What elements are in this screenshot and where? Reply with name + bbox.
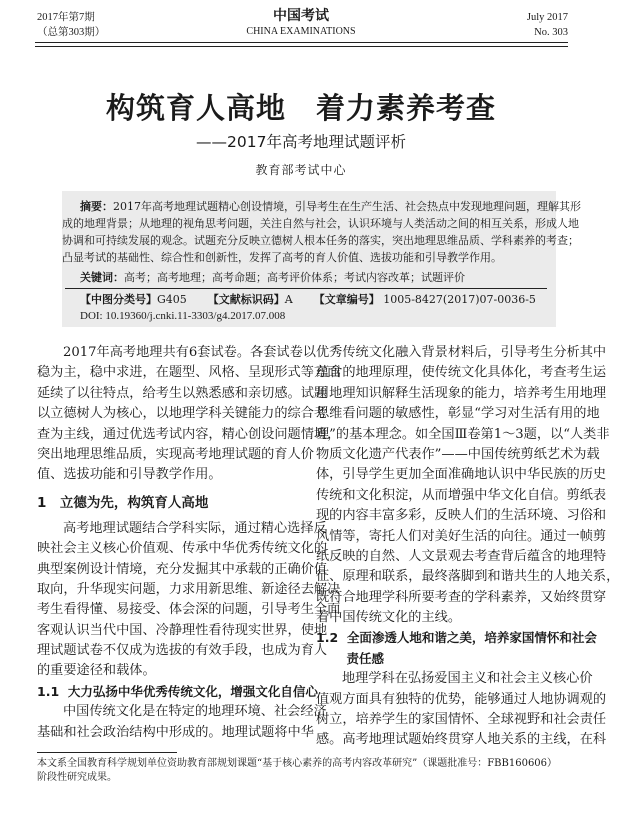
body-text-line: 优秀传统文化融入背景材料后，引导考生分析其中 xyxy=(316,345,607,360)
body-text-line: 既符合地理学科所要考查的学科素养，又始终贯穿 xyxy=(316,589,607,605)
header-rule xyxy=(35,42,568,43)
issue-info-en xyxy=(527,10,568,40)
article-no-label: 【文章编号】 xyxy=(313,293,380,306)
keywords xyxy=(80,270,465,286)
journal-name-cn: 中国考试 xyxy=(273,8,329,24)
header-rule-thin xyxy=(35,46,568,47)
body-text-line: 理”的基本理念。如全国Ⅲ卷第1～3题，以“人类非 xyxy=(316,426,610,442)
body-text-line: 树立，培养学生的家国情怀、全球视野和社会责任 xyxy=(316,712,607,728)
abstract-line-text: 2017年高考地理试题精心创设情境，引导考生在生产生活、社会热点中发现地理问题，理解其形 xyxy=(113,200,581,213)
clc-label: 【中图分类号】 xyxy=(80,293,157,306)
body-text-line: 稳为主，稳中求进，在题型、风格、呈现形式等方面 xyxy=(37,365,341,381)
section-heading: 1 立德为先，构筑育人高地 xyxy=(37,494,209,511)
article-subtitle: ——2017年高考地理试题评析 xyxy=(196,133,406,151)
issue-date: July 2017 xyxy=(526,12,568,23)
body-text-line: 查为主线，通过优选考试内容，精心创设问题情境， xyxy=(37,426,341,442)
body-text-line: 值观方面具有独特的优势，能够通过人地协调观的 xyxy=(316,691,607,707)
keywords-label: 关键词： xyxy=(80,271,124,284)
body-text-line: 思维看问题的敏感性，彰显“学习对生活有用的地 xyxy=(316,406,600,422)
body-text-line: 蕴含的地理原理，使传统文化具体化，考查考生运 xyxy=(316,365,607,381)
article-title: 构筑育人高地 着力素养考查 xyxy=(105,91,496,125)
body-text-line: 高考地理试题结合学科实际，通过精心选择反 xyxy=(63,520,327,536)
body-text-line: 物质文化遗产代表作”——中国传统剪纸艺术为载 xyxy=(316,446,600,462)
body-text-line: 着中国传统文化的主线。 xyxy=(316,610,462,626)
body-text-line: 映社会主义核心价值观、传承中华优秀传统文化的 xyxy=(37,541,328,557)
journal-name-en: CHINA EXAMINATIONS xyxy=(246,26,356,37)
body-text-line: 延续了以往特点，给考生以熟悉感和亲切感。试题 xyxy=(37,385,328,401)
abstract-text xyxy=(62,198,581,266)
classification-line xyxy=(80,292,536,308)
doi: DOI: 10.19360/j.cnki.11-3303/g4.2017.07.008 xyxy=(80,310,286,322)
body-text-line: 现的内容丰富多彩，反映人们的生活环境、习俗和 xyxy=(316,508,607,524)
body-text-line: 考生看得懂、易接受、体会深的问题，引导考生全面 xyxy=(37,602,341,618)
body-text-line: 客观认识当代中国、冷静理性看待现实世界，使地 xyxy=(37,622,328,638)
issue-number: 2017年第7期 xyxy=(37,12,95,23)
body-text-line: 征、原理和联系，最终落脚到和谐共生的人地关系， xyxy=(316,569,619,585)
doc-code-value: A xyxy=(284,293,293,306)
body-text-line: 地理学科在弘扬爱国主义和社会主义核心价 xyxy=(342,671,593,687)
body-text-line: 中国传统文化是在特定的地理环境、社会经济 xyxy=(63,704,327,720)
doc-code-label: 【文献标识码】 xyxy=(207,293,285,306)
abstract-line xyxy=(62,198,581,215)
right-column xyxy=(316,343,619,751)
body-text-line: 的重要途径和载体。 xyxy=(37,663,156,679)
body-text-line: 理试题试卷不仅成为选拔的有效手段，也成为育人 xyxy=(37,643,328,659)
body-text-line: 以立德树人为核心，以地理学科关键能力的综合考 xyxy=(37,406,328,422)
body-text-line: 体，引导学生更加全面准确地认识中华民族的历史 xyxy=(316,467,607,483)
footnote-line: 阶段性研究成果。 xyxy=(37,772,117,783)
body-text-line: 基础和社会政治结构中形成的。地理试题将中华 xyxy=(37,724,314,740)
abstract-line xyxy=(62,249,554,266)
left-column xyxy=(37,343,341,743)
abstract-line xyxy=(62,232,579,249)
body-text-line: 风情等，寄托人们对美好生活的向往。通过一帧剪 xyxy=(316,528,607,544)
article-no-value: 1005-8427(2017)07-0036-5 xyxy=(383,293,536,306)
abstract-line-text: 成的地理背景；从地理的视角思考问题，关注自然与社会，认识环境与人类活动之间的相互关系，形成人地 xyxy=(62,217,579,230)
body-text-line: 2017年高考地理共有6套试卷。各套试卷以 xyxy=(63,345,316,360)
footnote-rule xyxy=(37,752,177,753)
body-text-line: 感。高考地理试题始终贯穿人地关系的主线，在科 xyxy=(316,732,607,748)
body-text-line: 典型案例设计情境，充分发掘其中承载的正确价值 xyxy=(37,561,328,577)
abstract-line-text: 凸显考试的基础性、综合性和创新性，发挥了高考的育人价值、选拔功能和引导教学作用。 xyxy=(62,251,502,264)
article-author: 教育部考试中心 xyxy=(255,163,347,177)
journal-masthead xyxy=(0,7,602,39)
subsection-heading: 1.2 全面渗透人地和谐之美，培养家国情怀和社会 xyxy=(316,630,597,646)
footnote xyxy=(37,757,567,785)
abstract-rule xyxy=(65,288,547,289)
abstract-line-text: 协调和可持续发展的观念。试题充分反映立德树人根本任务的落实，突出地理思维品质、学科素养的考查； xyxy=(62,234,579,247)
abstract-line xyxy=(62,215,579,232)
issue-total: （总第303期） xyxy=(37,27,106,38)
keywords-value: 高考；高考地理；高考命题；高考评价体系；考试内容改革；试题评价 xyxy=(124,271,465,284)
subsection-heading: 1.1 大力弘扬中华优秀传统文化，增强文化自信心 xyxy=(37,683,318,699)
body-text-line: 值、选拔功能和引导教学作用。 xyxy=(37,467,222,483)
body-text-line: 传统和文化积淀，从而增强中华文化自信。剪纸表 xyxy=(316,487,607,503)
clc-value: G405 xyxy=(157,293,187,306)
footnote-line: 本文系全国教育科学规划单位资助教育部规划课题“基于核心素养的高考内容改革研究”（课题批准号：FBB160606） xyxy=(37,758,558,769)
body-text-line: 突出地理思维品质，实现高考地理试题的育人价 xyxy=(37,446,314,462)
subsection-heading: 责任感 xyxy=(316,650,384,666)
body-text-line: 取向，升华现实问题，力求用新思维、新途径去解决 xyxy=(37,581,341,597)
issue-number-en: No. 303 xyxy=(534,27,568,38)
abstract-label: 摘要： xyxy=(80,200,113,213)
body-text-line: 用地理知识解释生活现象的能力，培养考生用地理 xyxy=(316,385,607,401)
body-text-line: 纸反映的自然、人文景观去考查背后蕴含的地理特 xyxy=(316,548,607,564)
